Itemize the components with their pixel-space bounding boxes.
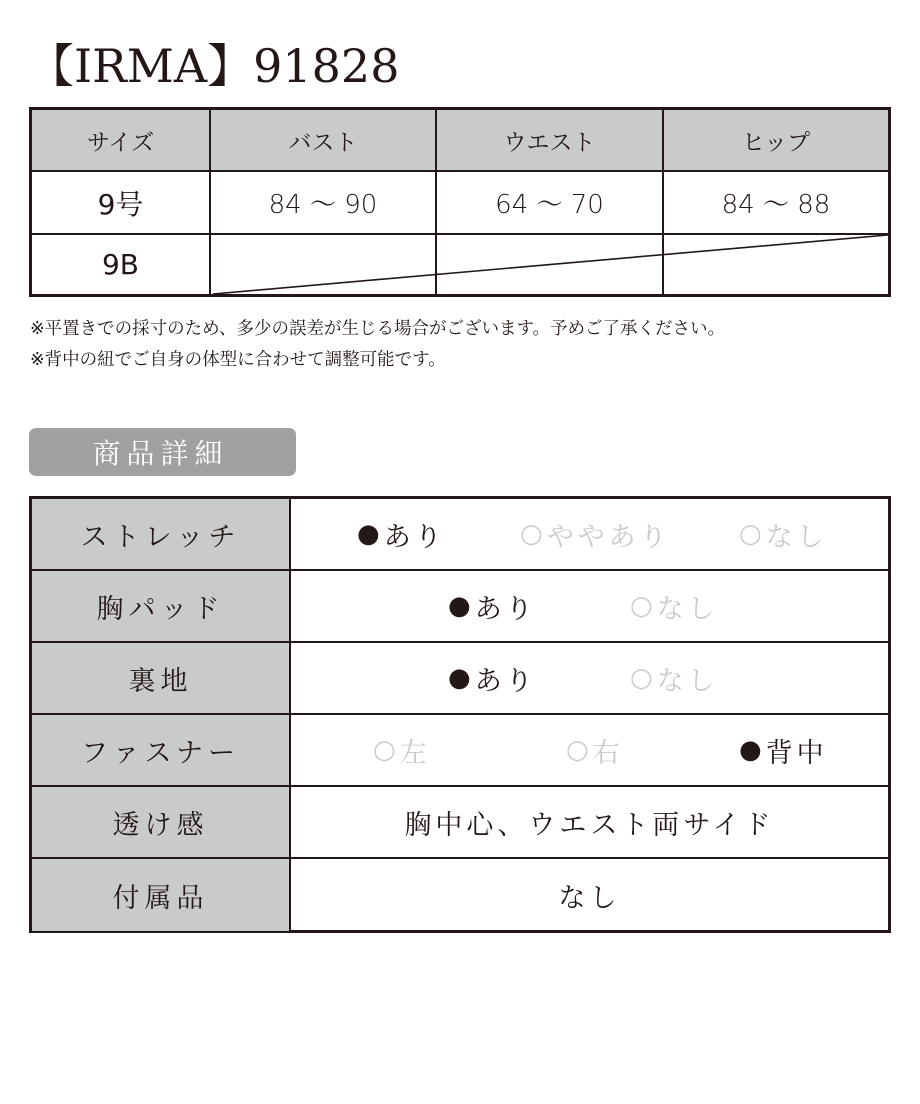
note-line: ※背中の紐でご自身の体型に合わせて調整可能です。 [30, 350, 446, 370]
option-ari [448, 643, 537, 713]
option-label: あり [474, 665, 537, 697]
detail-row-sheer [32, 787, 888, 859]
note-line: ※平置きでの採寸のため、多少の誤差が生じる場合がございます。予めご了承ください。 [30, 319, 726, 339]
detail-label: ファスナー [32, 715, 291, 785]
detail-label: 付属品 [32, 859, 291, 931]
detail-table [29, 496, 891, 933]
option-label: ややあり [546, 521, 671, 553]
detail-options [291, 643, 888, 713]
detail-label: 胸パッド [32, 571, 291, 641]
header-size: サイズ [32, 110, 211, 170]
detail-row-lining [32, 643, 888, 715]
detail-value: 胸中心、ウエスト両サイド [404, 809, 775, 841]
hip-value [664, 235, 888, 294]
selected-mark-icon: ● [739, 735, 762, 765]
detail-row-fastener [32, 715, 888, 787]
option-right [566, 715, 624, 785]
section-title-badge: 商品詳細 [29, 428, 296, 476]
page-title: 【IRMA】91828 [28, 39, 400, 93]
option-label: あり [383, 521, 446, 553]
option-nashi [739, 499, 828, 569]
selected-mark-icon: ● [448, 663, 471, 693]
detail-value: なし [558, 882, 621, 914]
unselected-mark-icon: ○ [630, 663, 653, 693]
detail-row-pad [32, 571, 888, 643]
detail-label: 透け感 [32, 787, 291, 857]
waist-value: 64 ～ 70 [437, 172, 664, 233]
bust-value [211, 235, 437, 294]
detail-label: 裏地 [32, 643, 291, 713]
size-table-header-row [32, 110, 888, 172]
size-label: 9B [32, 235, 211, 294]
option-nashi [630, 643, 719, 713]
notes [30, 314, 725, 376]
option-label: あり [474, 593, 537, 625]
selected-mark-icon: ● [448, 591, 471, 621]
size-label: 9号 [32, 172, 211, 233]
header-hip: ヒップ [741, 129, 811, 156]
detail-row-stretch [32, 499, 888, 571]
option-label: なし [765, 521, 828, 553]
option-yaya-ari [520, 499, 671, 569]
waist-value [437, 235, 664, 294]
detail-options [291, 715, 888, 785]
unselected-mark-icon: ○ [566, 735, 589, 765]
option-back [739, 715, 828, 785]
hip-value: 84 ～ 88 [721, 190, 831, 220]
detail-options [291, 499, 888, 569]
bust-value: 84 ～ 90 [211, 172, 437, 233]
header-waist: ウエスト [437, 110, 664, 170]
size-table [29, 107, 891, 297]
size-row-9b [32, 235, 888, 294]
option-label: 右 [592, 737, 624, 769]
unselected-mark-icon: ○ [520, 519, 543, 549]
option-nashi [630, 571, 719, 641]
header-bust: バスト [211, 110, 437, 170]
option-ari [448, 571, 537, 641]
option-label: なし [656, 593, 719, 625]
selected-mark-icon: ● [357, 519, 380, 549]
unselected-mark-icon: ○ [373, 735, 396, 765]
option-label: なし [656, 665, 719, 697]
option-left [373, 715, 431, 785]
size-row-9 [32, 172, 888, 235]
detail-label: ストレッチ [32, 499, 291, 569]
unselected-mark-icon: ○ [739, 519, 762, 549]
option-label: 背中 [765, 737, 828, 769]
detail-options [291, 571, 888, 641]
detail-row-accessories [32, 859, 888, 931]
option-ari [357, 499, 446, 569]
unselected-mark-icon: ○ [630, 591, 653, 621]
option-label: 左 [399, 737, 431, 769]
